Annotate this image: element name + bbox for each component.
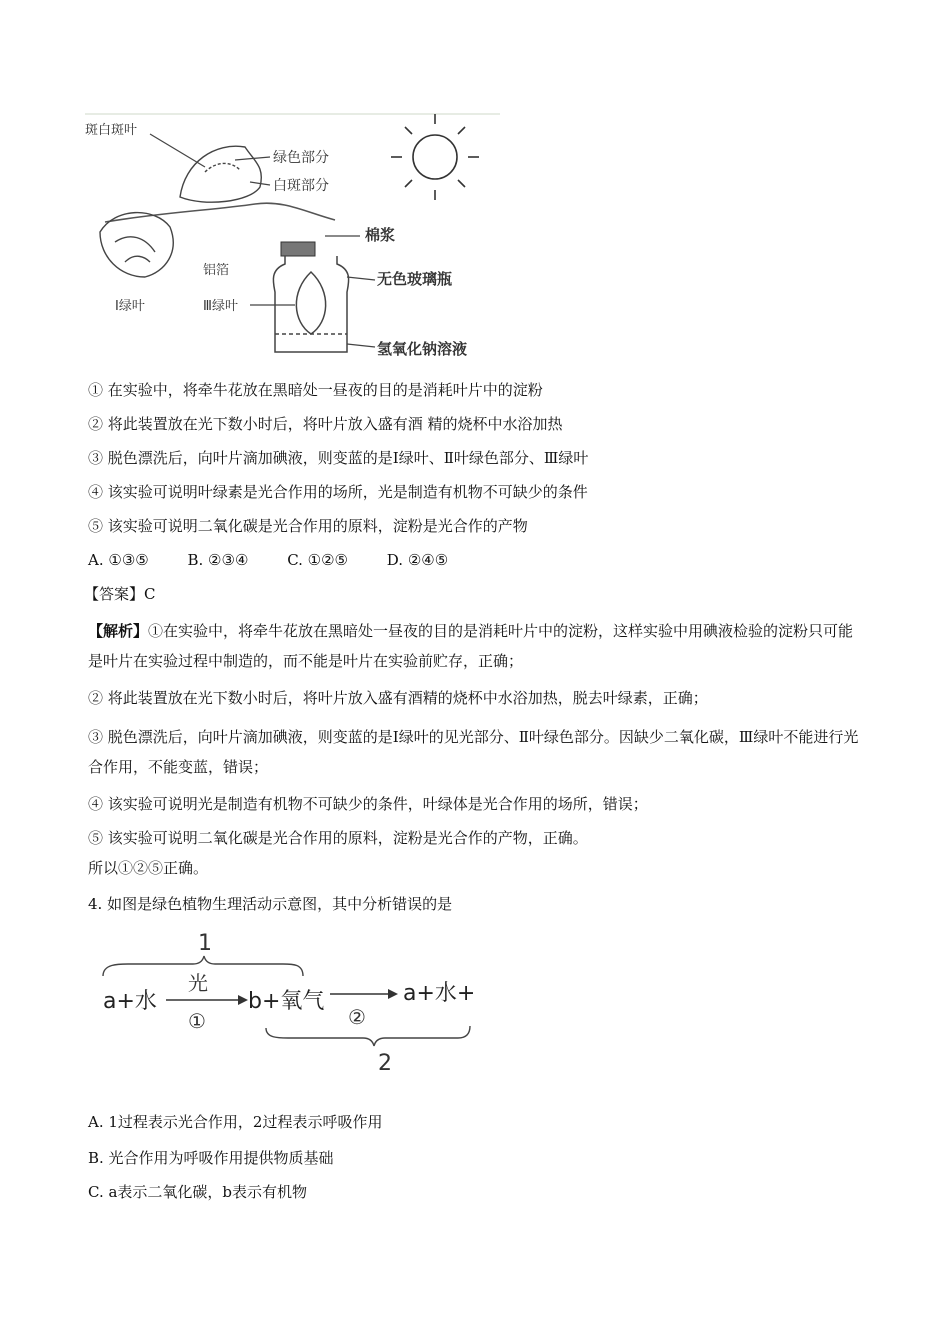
glass-bottle-icon [273, 256, 348, 352]
diagram-step2: ② [348, 1005, 366, 1029]
answer: 【答案】C [84, 585, 156, 603]
diagram-label-1: 1 [198, 931, 212, 956]
statement-5: ⑤ 该实验可说明二氧化碳是光合作用的原料，淀粉是光合作的产物 [88, 517, 528, 535]
diagram-left: a+水 [103, 989, 157, 1014]
diagram-label-2: 2 [378, 1051, 392, 1076]
brace-2 [266, 1026, 470, 1046]
arrow-2-head [388, 989, 398, 999]
analysis-label: 【解析】 [88, 622, 149, 640]
analysis-p1-text: ①在实验中，将牵牛花放在黑暗处一昼夜的目的是消耗叶片中的淀粉，这样实验中用碘液检验的淀粉只可能是叶片在实验过程中制造的，而不能是叶片在实验前贮存，正确； [88, 622, 854, 670]
label-white-part: 白斑部分 [273, 178, 329, 194]
analysis-p3: ③ 脱色漂洗后，向叶片滴加碘液，则变蓝的是Ⅰ绿叶的见光部分、Ⅱ叶绿色部分。因缺少二氧化碳，Ⅲ绿叶不能进行光合作用，不能变蓝，错误； [88, 728, 859, 776]
analysis-p6: 所以①②⑤正确。 [88, 859, 209, 877]
statement-4: ④ 该实验可说明叶绿素是光合作用的场所，光是制造有机物不可缺少的条件 [88, 483, 588, 501]
analysis-p1 [88, 616, 868, 676]
label-glass-bottle: 无色玻璃瓶 [377, 270, 453, 288]
label-naoh: 氢氧化钠溶液 [377, 340, 468, 358]
sun-icon [391, 114, 479, 200]
diagram-right: a+水+ [403, 981, 476, 1006]
label-foil: 铝箔 [203, 263, 230, 278]
analysis-p2: ② 将此装置放在光下数小时后，将叶片放入盛有酒精的烧杯中水浴加热，脱去叶绿素，正确； [88, 689, 708, 707]
label-green-part: 绿色部分 [273, 150, 329, 166]
option-b: B. ②③④ [187, 551, 249, 569]
process-diagram [98, 928, 478, 1078]
option-c: C. ①②⑤ [287, 551, 349, 569]
analysis-p4: ④ 该实验可说明光是制造有机物不可缺少的条件，叶绿体是光合作用的场所，错误； [88, 795, 648, 813]
arrow-1-head [238, 995, 248, 1005]
statement-3: ③ 脱色漂洗后，向叶片滴加碘液，则变蓝的是Ⅰ绿叶、Ⅱ叶绿色部分、Ⅲ绿叶 [88, 449, 589, 467]
label-leaf-one: Ⅰ绿叶 [115, 299, 145, 314]
diagram-light: 光 [188, 971, 208, 995]
question4-stem: 4. 如图是绿色植物生理活动示意图，其中分析错误的是 [88, 895, 453, 913]
label-leaf-three: Ⅲ绿叶 [203, 299, 238, 314]
experiment-figure [85, 112, 505, 367]
option-d: D. ②④⑤ [386, 551, 449, 569]
q4-option-c: C. a表示二氧化碳，b表示有机物 [88, 1183, 308, 1201]
statement-2: ② 将此装置放在光下数小时后，将叶片放入盛有酒 精的烧杯中水浴加热 [88, 415, 563, 433]
cotton-plug [281, 242, 315, 256]
label-spotted-leaf: 斑白斑叶 [85, 123, 138, 138]
options-row [88, 550, 482, 570]
q4-option-b: B. 光合作用为呼吸作用提供物质基础 [88, 1149, 334, 1167]
analysis-p5: ⑤ 该实验可说明二氧化碳是光合作用的原料，淀粉是光合作的产物，正确。 [88, 829, 588, 847]
spotted-leaf-icon [180, 146, 261, 202]
pointer-lines [150, 134, 375, 347]
statement-1: ① 在实验中，将牵牛花放在黑暗处一昼夜的目的是消耗叶片中的淀粉 [88, 381, 543, 399]
diagram-step1: ① [188, 1009, 206, 1033]
diagram-middle: b+氧气 [248, 989, 325, 1014]
option-a: A. ①③⑤ [88, 551, 149, 569]
label-cotton: 棉浆 [365, 226, 396, 244]
q4-option-a: A. 1过程表示光合作用，2过程表示呼吸作用 [88, 1113, 383, 1131]
foil-leaf-icon [100, 213, 173, 277]
